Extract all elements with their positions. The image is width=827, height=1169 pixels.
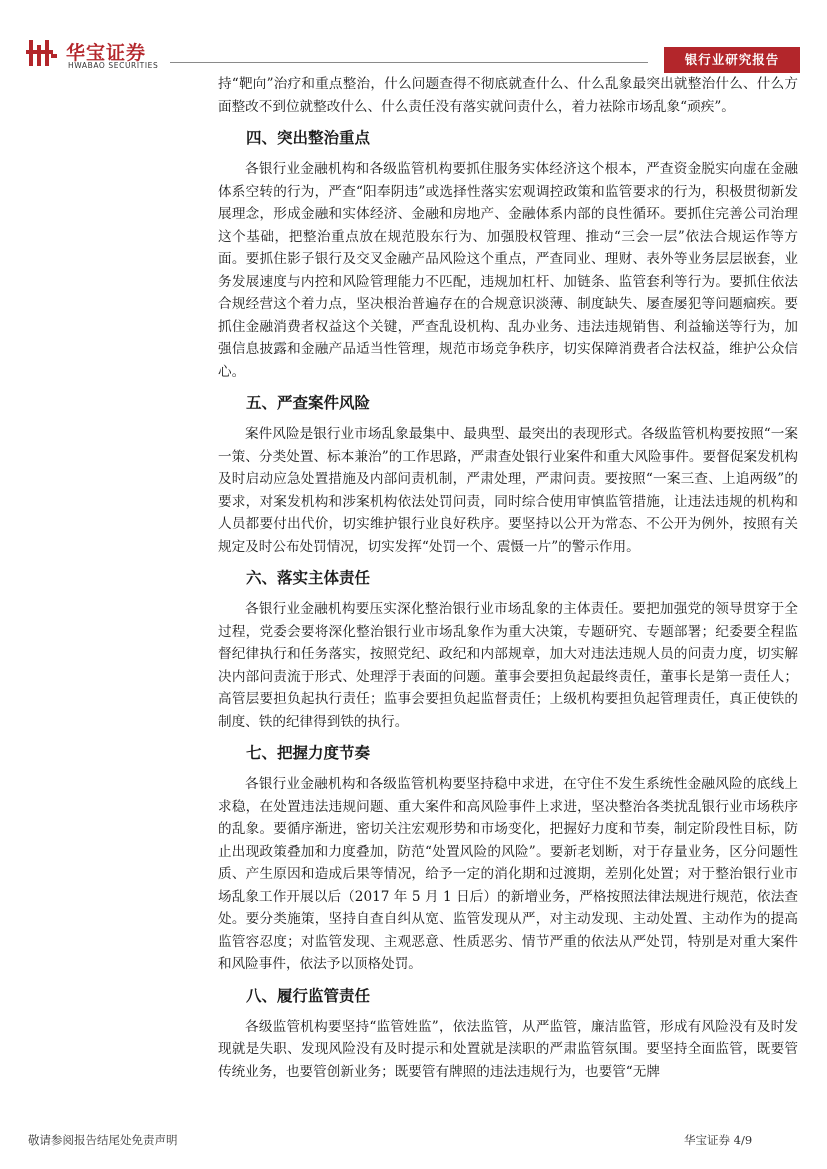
company-logo bbox=[26, 36, 216, 76]
section-paragraph-8: 各级监管机构要坚持“监管姓监”，依法监管，从严监管，廉洁监管，形成有风险没有及时发现就是失职、发现风险没有及时提示和处置就是渎职的严肃监管氛围。要坚持全面监管，既要管传统业务，也要管创新业务；既要管有牌照的违法违规行为，也要管“无牌 bbox=[218, 1018, 798, 1080]
intro-paragraph: 持“靶向”治疗和重点整治，什么问题查得不彻底就查什么、什么乱象最突出就整治什么、什么方面整改不到位就整改什么、什么责任没有落实就问责什么，着力祛除市场乱象“顽疾”。 bbox=[218, 76, 798, 115]
header-rule bbox=[170, 62, 648, 63]
page-number: 华宝证券 4/9 bbox=[684, 1133, 753, 1147]
article-body bbox=[218, 73, 798, 1083]
logo-text-cn: 华宝证券 bbox=[66, 42, 147, 64]
section-heading-8: 八、履行监管责任 bbox=[246, 986, 371, 1005]
section-paragraph-5: 案件风险是银行业市场乱象最集中、最典型、最突出的表现形式。各级监管机构要按照“一案一策、分类处置、标本兼治”的工作思路，严肃查处银行业案件和重大风险事件。要督促案发机构及时启动应急处置措施及内部问责机制，严肃处理，严肃问责。要按照“一案三查、上追两级”的要求，对案发机构和涉案机构依法处罚问责，同时综合使用审慎监管措施，让违法违规的机构和人员都要付出代价，切实维护银行业良好秩序。要坚持以公开为常态、不公开为例外，按照有关规定及时公布处罚情况，切实发挥“处罚一个、震慑一片”的警示作用。 bbox=[218, 426, 798, 555]
report-type-badge: 银行业研究报告 bbox=[664, 47, 800, 73]
section-heading-5: 五、严查案件风险 bbox=[246, 394, 371, 412]
section-paragraph-6: 各银行业金融机构要压实深化整治银行业市场乱象的主体责任。要把加强党的领导贯穿于全过程，党委会要将深化整治银行业市场乱象作为重大决策，专题研究、专题部署；纪委要全程监督纪律执行和任务落实，按照党纪、政纪和内部规章，加大对违法违规人员的问责力度，切实解决内部问责流于形式、处理浮于表面的问题。董事会要担负起最终责任，董事长是第一责任人；高管层要担负起执行责任；监事会要担负起监督责任；上级机构要担负起管理责任，真正使铁的制度、铁的纪律得到铁的执行。 bbox=[218, 601, 798, 730]
section-paragraph-7: 各银行业金融机构和各级监管机构要坚持稳中求进，在守住不发生系统性金融风险的底线上求稳，在处置违法违规问题、重大案件和高风险事件上求进，坚决整治各类扰乱银行业市场秩序的乱象。要循序渐进，密切关注宏观形势和市场变化，把握好力度和节奏，制定阶段性目标，防止出现政策叠加和力度叠加，防范“处置风险的风险”。要新老划断，对于存量业务，区分问题性质、产生原因和造成后果等情况，给予一定的消化期和过渡期，差别化处置；对于整治银行业市场乱象工作开展以后（2017 年 5 月 1 日后）的新增业务，严格按照法律法规进行规范，依法查处。要分类施策，坚持自查自纠从宽、监管发现从严，对主动发现、主动处置、主动作为的提高监管容忍度；对监管发现、主观恶意、性质恶劣、情节严重的依法从严处罚，特别是对重大案件和风险事件，依法予以顶格处罚。 bbox=[218, 776, 798, 972]
page-header bbox=[0, 0, 827, 80]
section-heading-7: 七、把握力度节奏 bbox=[246, 744, 371, 762]
section-heading-6: 六、落实主体责任 bbox=[246, 569, 371, 587]
logo-mark-icon bbox=[26, 36, 60, 70]
disclaimer-note: 敬请参阅报告结尾处免责声明 bbox=[28, 1133, 178, 1147]
logo-text-en: HWABAO SECURITIES bbox=[68, 61, 159, 70]
section-heading-4: 四、突出整治重点 bbox=[246, 129, 371, 147]
section-paragraph-4: 各银行业金融机构和各级监管机构要抓住服务实体经济这个根本，严查资金脱实向虚在金融体系空转的行为，严查“阳奉阴违”或选择性落实宏观调控政策和监管要求的行为，积极贯彻新发展理念，形成金融和实体经济、金融和房地产、金融体系内部的良性循环。要抓住完善公司治理这个基础，把整治重点放在规范股东行为、加强股权管理、推动“三会一层”依法合规运作等方面。要抓住影子银行及交叉金融产品风险这个重点，严查同业、理财、表外等业务层层嵌套，业务发展速度与内控和风险管理能力不匹配，违规加杠杆、加链条、监管套利等行为。要抓住依法合规经营这个着力点，坚决根治普遍存在的合规意识淡薄、制度缺失、屡查屡犯等问题痼疾。要抓住金融消费者权益这个关键，严查乱设机构、乱办业务、违法违规销售、利益输送等行为，加强信息披露和金融产品适当性管理，规范市场竞争秩序，切实保障消费者合法权益，维护公众信心。 bbox=[218, 161, 798, 380]
